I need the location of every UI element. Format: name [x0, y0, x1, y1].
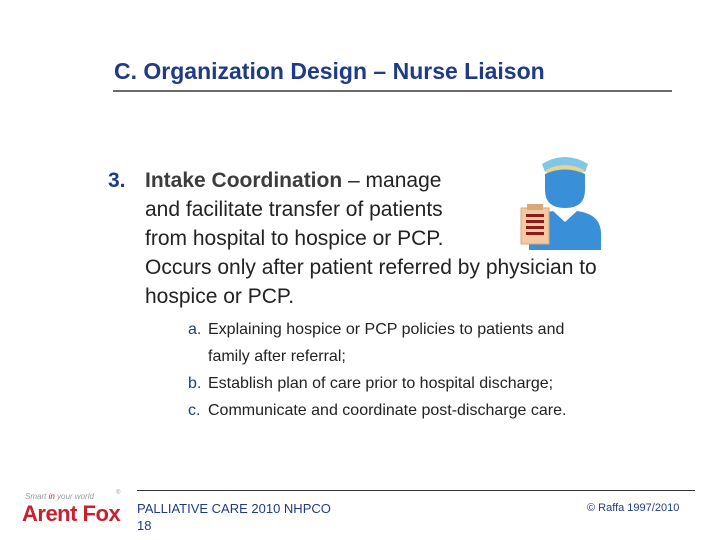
- arent-fox-logo: [22, 488, 122, 528]
- point-number: 3.: [108, 169, 126, 192]
- logo-tagline: Smart in your world: [25, 492, 94, 501]
- nurse-with-clipboard-icon: [515, 150, 605, 250]
- subpoint-line: Establish plan of care prior to hospital discharge;: [208, 375, 554, 392]
- point-line-5: hospice or PCP.: [145, 285, 295, 308]
- point-lead: Intake Coordination: [145, 169, 343, 192]
- slide-number: 18: [137, 518, 152, 533]
- footer-left: [137, 500, 331, 534]
- subpoint-list: [188, 316, 688, 424]
- slide-title: C. Organization Design – Nurse Liaison: [114, 58, 545, 84]
- subpoint-c: [188, 397, 688, 424]
- subpoint-letter: c.: [188, 402, 201, 419]
- subpoint-line: Communicate and coordinate post-discharge care.: [208, 402, 567, 419]
- footer-copyright: © Raffa 1997/2010: [587, 502, 680, 514]
- point-line-2: and facilitate transfer of patients: [145, 198, 443, 221]
- footer-event: PALLIATIVE CARE 2010 NHPCO: [137, 501, 331, 516]
- subpoint-letter: b.: [188, 375, 202, 392]
- title-divider: [113, 90, 672, 92]
- subpoint-a: [188, 316, 688, 370]
- subpoint-letter: a.: [188, 321, 202, 338]
- footer-divider: [137, 490, 695, 491]
- logo-registered-mark: ®: [116, 490, 121, 496]
- subpoint-b: [188, 370, 688, 397]
- point-line-4: Occurs only after patient referred by physician to: [145, 256, 597, 279]
- subpoint-line: family after referral;: [208, 348, 346, 365]
- logo-brand: Arent Fox: [22, 501, 121, 526]
- point-line-3: from hospital to hospice or PCP.: [145, 227, 444, 250]
- point-line-1-text: – manage: [342, 169, 442, 192]
- subpoint-line: Explaining hospice or PCP policies to patients and: [208, 321, 565, 338]
